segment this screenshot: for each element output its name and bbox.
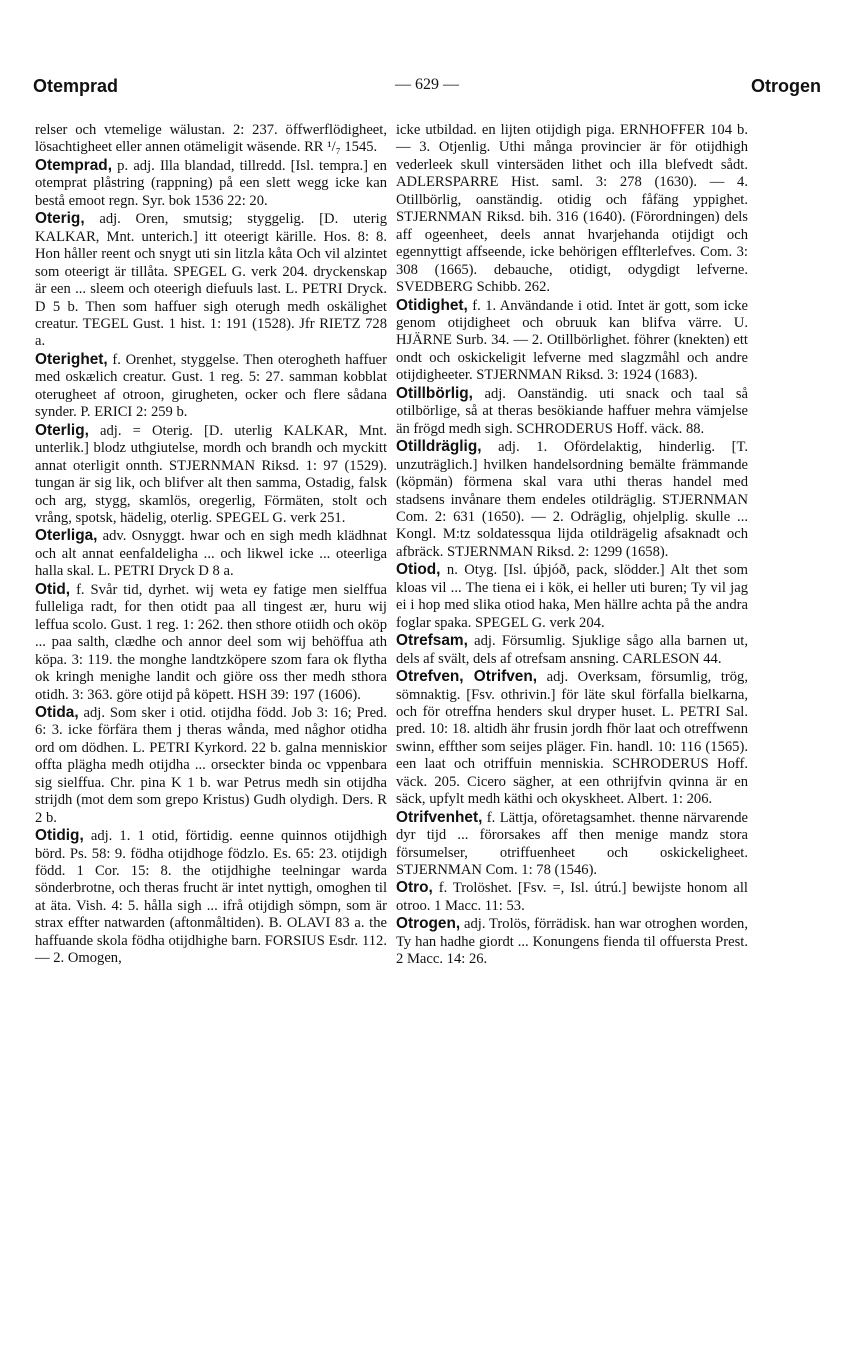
- entry-text: adv. Osnyggt. hwar och en sigh medh klädhnat och alt annat eenfaldeligha ... och likwel icke ... oteerliga halla skal. L. PETRI Dryck D 8 a.: [35, 528, 387, 580]
- entry-headword: Otillbörlig,: [396, 384, 473, 402]
- entry-headword: Oterliga,: [35, 527, 98, 545]
- entry-text: icke utbildad. en lijten otijdigh piga. ERNHOFFER 104 b. — 3. Otjenlig. Uthi många provincier är för otijdhigh vederleek skull vintersäden lithet och illa blefvedt sådt. ADLERSPARRE Hist. saml. 3: 278 (1630). — 4. Otillbörlig, oanständig. otidig och fåfäng yppighet. STJERNMAN Riksd. bih. 316 (1640). (Förordningen) dels aff ogeenheet, deels annat hvarjehanda otijdigt och egennyttigt affseende, icke behörigen efflterlefves. Com. 3: 308 (1665). debauche, otidigt, odygdigt lefverne. SVEDBERG Schibb. 262.: [396, 122, 748, 296]
- entry-text: relser och vtemelige wälustan. 2: 237. öffwerflödigheet, lösachtigheet eller annen otämeligit wäsende. RR ¹/₇ 1545.: [35, 122, 387, 156]
- entry-headword: Otiod,: [396, 561, 441, 579]
- header-left-guideword: Otemprad: [33, 76, 119, 96]
- left-column: [35, 122, 387, 968]
- dictionary-entry: [396, 915, 748, 968]
- entry-text: f. Orenhet, styggelse. Then oterogheth haffuer med oskælich creatur. Gust. 1 reg. 5: 27. samman kobblat oterugheet af otroon, girugheten, ocker och flere sådana synder. P. ERICI 2: 259 b.: [35, 351, 387, 421]
- entry-headword: Oterlig,: [35, 421, 89, 439]
- entry-headword: Otidighet,: [396, 296, 468, 314]
- entry-text: n. Otyg. [Isl. úþjóð, pack, slödder.] Alt thet som kloas vil ... The tiena ei i kök, ei heller uti buren; Ty vil jag ei i hop med slika otiod haka, Men hällre achta på the andra foglar spaka. SPEGEL G. verk 204.: [396, 562, 748, 631]
- entry-headword: Otilldräglig,: [396, 438, 482, 456]
- dictionary-entry: [35, 581, 387, 704]
- entry-text: adj. Overksam, försumlig, trög, sömnaktig. [Fsv. othrivin.] för läte skul förfalla bielkarna, och för otreffna henders skul dryper huset. L. PETRI Sal. pred. 10: 18. altidh ähr frusin jordh fhör laat och otreffwenn swinn, effther som seijes pläger. Fin. handl. 10: 116 (1565). een laat och otriffuin menniskia. SCHRODERUS Hoff. väck. 205. Cicero sägher, at een othrijfvin qvinna är en säck, upfylt medh käthi och okyskheet. Albert. 1: 206.: [396, 669, 748, 808]
- header-right-guideword: Otrogen: [751, 76, 821, 96]
- entry-headword: Otro,: [396, 879, 433, 897]
- dictionary-entry: [35, 527, 387, 580]
- page-number: — 629 —: [395, 76, 459, 93]
- dictionary-entry: [35, 422, 387, 528]
- entry-text: adj. Oanständig. uti snack och taal så otilbörlige, så at theras besökiande haffuer mehra vämjelse än frögd medh sigh. SCHRODERUS Hoff. väck. 88.: [396, 385, 748, 437]
- entry-headword: Otidig,: [35, 827, 84, 845]
- entry-headword: Otida,: [35, 703, 79, 721]
- dictionary-entry: [396, 385, 748, 438]
- entry-headword: Otemprad,: [35, 156, 112, 174]
- entry-text: f. 1. Användande i otid. Intet är gott, som icke genom otijdigheet och obruuk kan blifva värre. U. HJÄRNE Surb. 34. — 2. Otillbörlighet. föhrer (knekten) ett ondt och oskickeligit lefverne med slagzmåhl och andre otijdigheeter. STJERNMAN Riksd. 3: 1924 (1683).: [396, 297, 748, 384]
- dictionary-entry: [396, 879, 748, 915]
- right-column: [396, 122, 748, 969]
- dictionary-entry: [35, 351, 387, 422]
- entry-text: adj. 1. Ofördelaktig, hinderlig. [T. unzuträglich.] hvilken handelsordning bemälte främmande (köpmän) förmena skal vara uthi theras handel med stadsens invånare them endeles otildräglig. STJERNMAN Com. 2: 631 (1650). — 2. Odräglig, ohjelplig. skulle ... Kongl. M:tz soldatessqua lijda otildrägelig afsaknadt och afbräck. STJERNMAN Riksd. 2: 1299 (1658).: [396, 439, 748, 560]
- entry-text: f. Trolöshet. [Fsv. =, Isl. útrú.] bewijste honom all otroo. 1 Macc. 11: 53.: [396, 880, 748, 914]
- entry-headword: Oterighet,: [35, 350, 108, 368]
- dictionary-entry: [35, 704, 387, 827]
- entry-text: f. Lättja, oföretagsamhet. thenne närvarende dyr tijd ... förorsakes aff then menige mandz stora försumelser, otriffuenheet och oskickeligheet. STJERNMAN Com. 1: 78 (1546).: [396, 809, 748, 879]
- dictionary-entry: [35, 122, 387, 157]
- entry-headword: Otrifvenhet,: [396, 808, 483, 826]
- entry-text: adj. = Oterig. [D. uterlig KALKAR, Mnt. unterlik.] blodz uthgiutelse, mordh och brandh och myckitt annat oterligit onnth. STJERNMAN Riksd. 1: 97 (1529). tungan är sig lik, och blifver alt then samma, Ostadig, falsk och arg, stygg, skamlös, oregerlig, Förmäten, stolt och vrång, spotsk, hädelig, oterlig. SPEGEL G. verk 251.: [35, 422, 387, 526]
- entry-headword: Otrefsam,: [396, 632, 468, 650]
- entry-text: adj. Som sker i otid. otijdha född. Job 3: 16; Pred. 6: 3. icke förfära them j theras wånda, med någhor otidha ord om dödhen. L. PETRI Kyrkord. 22 b. galna menniskior offta plägha medh otijdha ... orseckter binda oc vppenbara sig sielffua. Chr. pina K 1 b. war Petrus medh sin otijdha strijdh (mot dem som grepo Kristus) Gudh olydigh. Ders. R 2 b.: [35, 704, 387, 826]
- dictionary-entry: [396, 809, 748, 880]
- dictionary-entry: [35, 210, 387, 351]
- entry-headword: Otrogen,: [396, 915, 461, 933]
- entry-text: f. Svår tid, dyrhet. wij weta ey fatige men sielffua fulleliga radt, for then otidt paa all tingest ær, huru wij leffua scolo. Gust. 1 reg. 1: 262. then sthore otiidh och oköp ... paa salth, clædhe och annor deel som wij behöffua ath köpa. 3: 119. the monghe landtzköpere szom fara ok flytha ok kringh menighe landit och giöre oss ther medh sthora otidh. 3: 363. göre otijd på köpett. HSH 39: 197 (1606).: [35, 581, 387, 703]
- dictionary-entry: [396, 122, 748, 297]
- dictionary-entry: [396, 561, 748, 632]
- entry-headword: Oterig,: [35, 210, 85, 228]
- entry-text: adj. 1. 1 otid, förtidig. eenne quinnos otijdhigh börd. Ps. 58: 9. födha otijdhoge födzlo. Es. 65: 23. otijdigh född. 1 Cor. 15: 8. the otijdhighe teelningar warda sönderbrotne, och theras frucht är intet nyttigh, omoghen til at äta. Vish. 4: 5. hålla sigh ... ifrå otijdigh sömpn, som är strax effter natwarden (aftonmåltiden). B. OLAVI 83 a. the haffuande skola födha otijdhighe barn. FORSIUS Esdr. 112. — 2. Omogen,: [35, 828, 387, 967]
- entry-text: adj. Oren, smutsig; styggelig. [D. uterig KALKAR, Mnt. unterich.] itt oteerigt kärille. Hos. 8: 8. Hon håller reent och snygt uti sin litzla kåta Och vil alzintet som oteerigt är tillåta. SPEGEL G. verk 204. dryckenskap är een ... sleem och oteerigh diefuuls last. L. PETRI Dryck. D 5 b. Then som haffuer sigh oterugh medh oskälighet creatur. TEGEL Gust. 1 hist. 1: 191 (1528). Jfr RIETZ 728 a.: [35, 211, 387, 350]
- entry-headword: Otrefven, Otrifven,: [396, 668, 538, 686]
- entry-text: adj. Försumlig. Sjuklige sågo alla barnen ut, dels af svält, dels af otrefsam ansning. CARLESON 44.: [396, 633, 748, 667]
- dictionary-entry: [35, 157, 387, 210]
- dictionary-entry: [396, 438, 748, 561]
- entry-headword: Otid,: [35, 580, 71, 598]
- dictionary-entry: [396, 668, 748, 809]
- dictionary-entry: [396, 632, 748, 668]
- page-header: [33, 76, 821, 104]
- entry-text: p. adj. Illa blandad, tillredd. [Isl. tempra.] en otemprat plåstring (rappning) på een slett wegg icke kan bestå emoot regn. Syr. bok 1536 22: 20.: [35, 157, 387, 209]
- dictionary-entry: [35, 827, 387, 968]
- dictionary-entry: [396, 297, 748, 385]
- entry-text: adj. Trolös, förrädisk. han war otroghen worden, Ty han hadhe giordt ... Konungens fienda til offuersta Prest. 2 Macc. 14: 26.: [396, 916, 748, 968]
